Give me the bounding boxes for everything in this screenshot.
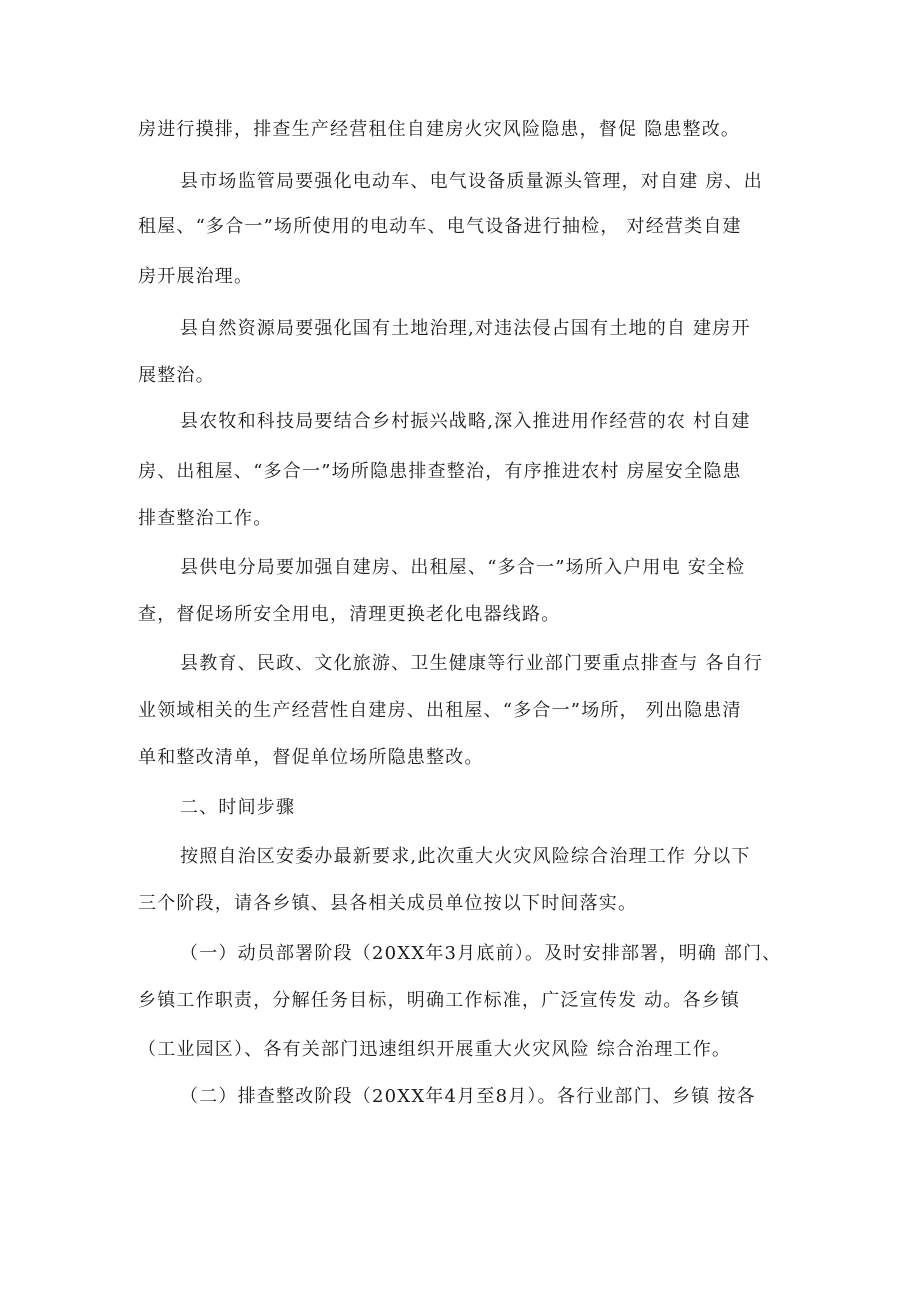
text-line: 县自然资源局要强化国有土地治理,对违法侵占国有土地的自 建房开 [180, 318, 751, 339]
text-line: 排查整治工作。 [138, 508, 273, 529]
text-line: 县市场监管局要强化电动车、电气设备质量源头管理，对自建 房、出 [180, 171, 763, 192]
text-line: 三个阶段，请各乡镇、县各相关成员单位按以下时间落实。 [138, 893, 638, 914]
text-line: 房开展治理。 [138, 266, 254, 287]
text-line: 乡镇工作职责，分解任务目标，明确工作标准，广泛宣传发 动。各乡镇 [138, 990, 741, 1011]
text-line: 县供电分局要加强自建房、出租屋、“多合一”场所入户用电 安全检 [180, 557, 746, 578]
text-line: （一）动员部署阶段（20XX年3月底前）。及时安排部署，明确 部门、 [180, 943, 782, 964]
text-line: （二）排查整改阶段（20XX年4月至8月）。各行业部门、乡镇 按各 [180, 1086, 756, 1107]
text-line: 展整治。 [138, 365, 215, 386]
text-line: 业领域相关的生产经营性自建房、出租屋、“多合一”场所， 列出隐患清 [138, 700, 742, 721]
text-line: 按照自治区安委办最新要求,此次重大火灾风险综合治理工作 分以下 [180, 846, 751, 867]
text-line: 租屋、“多合一”场所使用的电动车、电气设备进行抽检， 对经营类自建 [138, 216, 742, 237]
text-line: 房、出租屋、“多合一”场所隐患排查整治，有序推进农村 房屋安全隐患 [138, 461, 742, 482]
text-line: 查，督促场所安全用电，清理更换老化电器线路。 [138, 604, 561, 625]
text-line: 单和整改清单，督促单位场所隐患整改。 [138, 747, 484, 768]
text-line: （工业园区）、各有关部门迅速组织开展重大火灾风险 综合治理工作。 [138, 1039, 732, 1060]
section-heading: 二、时间步骤 [180, 797, 296, 818]
text-line: 县教育、民政、文化旅游、卫生健康等行业部门要重点排查与 各自行 [180, 653, 763, 674]
text-line: 县农牧和科技局要结合乡村振兴战略,深入推进用作经营的农 村自建 [180, 411, 751, 432]
text-line: 房进行摸排，排查生产经营租住自建房火灾风险隐患，督促 隐患整改。 [138, 119, 741, 140]
